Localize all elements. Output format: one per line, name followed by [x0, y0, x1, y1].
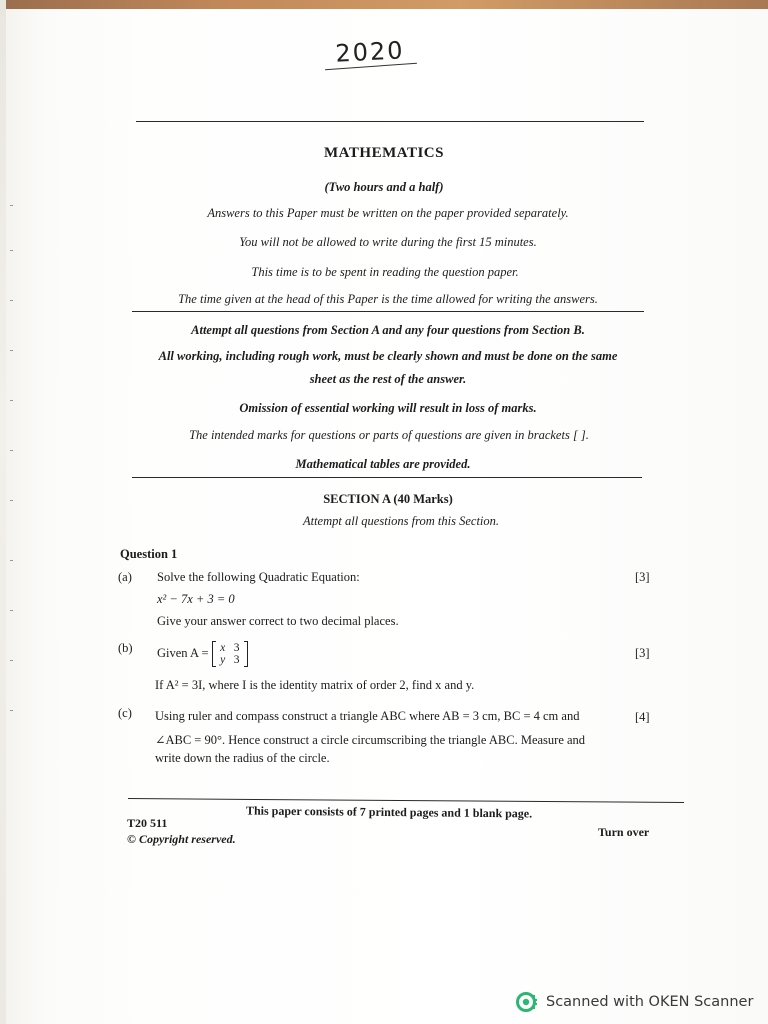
section-rule — [132, 477, 642, 478]
part-c-text: ∠ABC = 90°. Hence construct a circle circumscribing the triangle ABC. Measure and — [155, 733, 586, 747]
instructions-rule — [132, 311, 644, 312]
duration: (Two hours and a half) — [324, 180, 444, 194]
quadratic-equation: x² − 7x + 3 = 0 — [157, 592, 235, 606]
scanner-watermark — [516, 990, 766, 1014]
part-c-text: write down the radius of the circle. — [155, 751, 330, 765]
part-label: (b) — [118, 641, 133, 655]
instruction-line: Answers to this Paper must be written on the paper provided separately. — [207, 206, 569, 220]
marks-note: The intended marks for questions or parts of questions are given in brackets [ ]. — [189, 428, 589, 442]
pages-note: This paper consists of 7 printed pages and 1 blank page. — [245, 803, 533, 821]
given-text: Given A = — [157, 645, 209, 660]
paper-code: T20 511 — [127, 816, 168, 830]
part-label: (c) — [118, 706, 132, 720]
working-instruction: All working, including rough work, must be clearly shown and must be done on the same — [158, 349, 618, 363]
matrix-cell: 3 — [233, 654, 240, 666]
matrix-cell: y — [220, 654, 226, 666]
instruction-line: You will not be allowed to write during the first 15 minutes. — [239, 235, 537, 249]
matrix-cell: 3 — [233, 642, 240, 654]
part-b-given — [157, 642, 248, 666]
footer-rule — [128, 798, 684, 803]
turn-over: Turn over — [598, 825, 650, 839]
working-instruction-cont: sheet as the rest of the answer. — [309, 372, 467, 386]
attempt-instruction: Attempt all questions from Section A and any four questions from Section B. — [191, 323, 585, 337]
part-a-instruction: Give your answer correct to two decimal places. — [157, 614, 399, 628]
part-label: (a) — [118, 570, 132, 584]
subject-title: MATHEMATICS — [324, 145, 444, 161]
omission-note: Omission of essential working will result in loss of marks. — [239, 401, 537, 415]
matrix-cell: x — [220, 642, 226, 654]
instruction-line: The time given at the head of this Paper is the time allowed for writing the answers. — [178, 292, 598, 306]
part-a-text: Solve the following Quadratic Equation: — [157, 570, 360, 584]
matrix-a — [212, 642, 248, 666]
marks-badge: [3] — [635, 570, 650, 584]
part-b-text: If A² = 3I, where I is the identity matrix of order 2, find x and y. — [155, 678, 475, 692]
paper-top-edge — [0, 0, 768, 9]
section-a-title: SECTION A (40 Marks) — [323, 492, 453, 506]
instruction-line: This time is to be spent in reading the question paper. — [251, 265, 519, 279]
top-rule — [136, 121, 644, 122]
tables-note: Mathematical tables are provided. — [295, 457, 471, 471]
marks-badge: [3] — [635, 646, 650, 660]
marks-badge: [4] — [635, 710, 650, 724]
part-c-text: Using ruler and compass construct a triangle ABC where AB = 3 cm, BC = 4 cm and — [155, 709, 580, 723]
copyright: © Copyright reserved. — [127, 832, 236, 846]
oken-scanner-logo-icon — [516, 991, 538, 1013]
section-a-subtitle: Attempt all questions from this Section. — [302, 514, 500, 528]
question-heading: Question 1 — [120, 547, 178, 561]
watermark-text: Scanned with OKEN Scanner — [546, 994, 754, 1010]
handwritten-year: 2020 — [334, 36, 406, 68]
